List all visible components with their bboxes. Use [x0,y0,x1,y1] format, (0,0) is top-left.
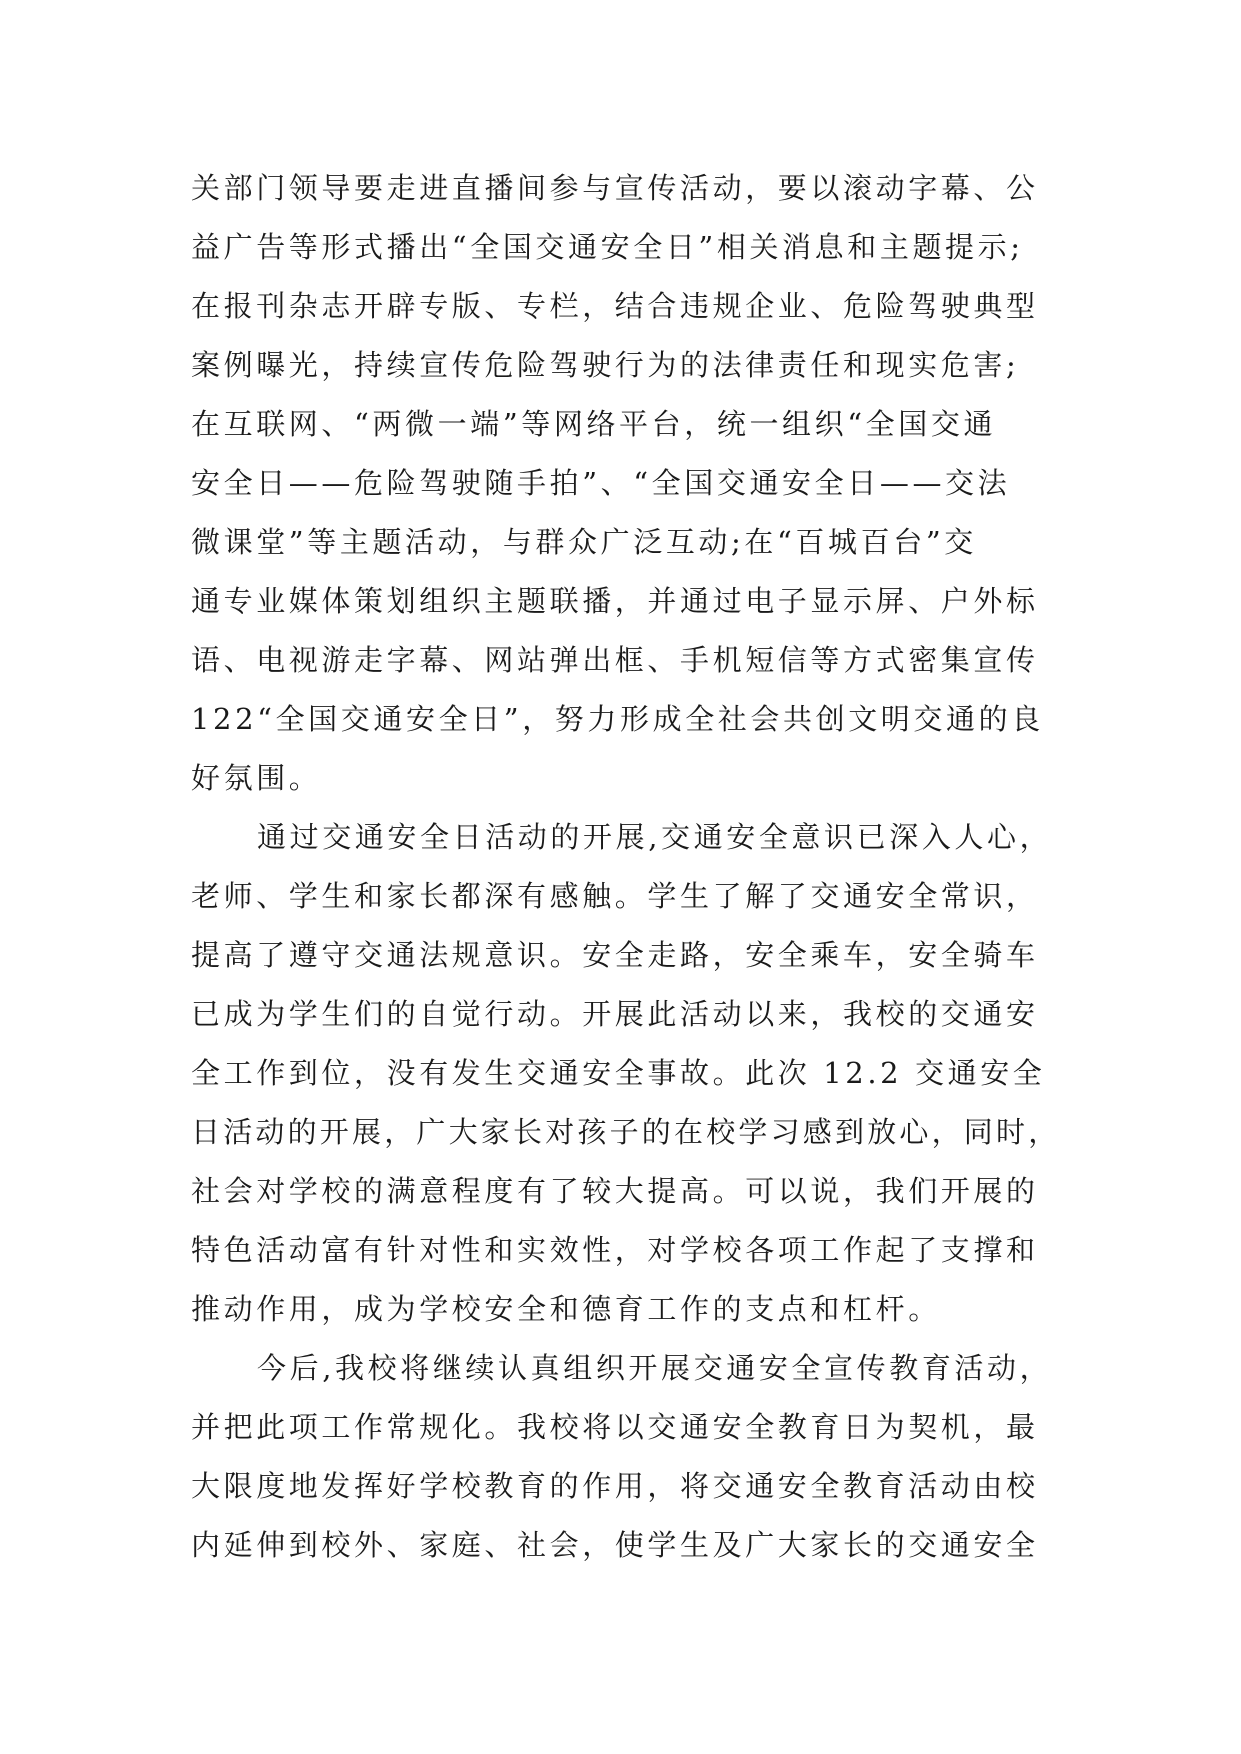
paragraph-3 [191,1339,1061,1575]
text-line: 并把此项工作常规化。我校将以交通安全教育日为契机，最 [191,1410,1039,1444]
text-line: 益广告等形式播出“全国交通安全日”相关消息和主题提示; [191,230,1024,264]
text-line: 在报刊杂志开辟专版、专栏，结合违规企业、危险驾驶典型 [191,289,1039,323]
text-line: 大限度地发挥好学校教育的作用，将交通安全教育活动由校 [191,1469,1039,1503]
body-text [191,159,1061,1575]
paragraph-2 [191,808,1061,1339]
text-line: 关部门领导要走进直播间参与宣传活动，要以滚动字幕、公 [191,171,1039,205]
text-line: 推动作用，成为学校安全和德育工作的支点和杠杆。 [191,1292,941,1326]
text-line: 通专业媒体策划组织主题联播，并通过电子显示屏、户外标 [191,584,1039,618]
text-line: 安全日——危险驾驶随手拍”、“全国交通安全日——交法 [191,466,1011,500]
text-line: 通过交通安全日活动的开展,交通安全意识已深入人心， [257,820,1053,854]
text-line: 好氛围。 [191,761,322,795]
paragraph-1 [191,159,1061,808]
text-line: 内延伸到校外、家庭、社会，使学生及广大家长的交通安全 [191,1528,1039,1562]
text-line: 社会对学校的满意程度有了较大提高。可以说，我们开展的 [191,1174,1039,1208]
text-line: 案例曝光，持续宣传危险驾驶行为的法律责任和现实危害; [191,348,1020,382]
text-line: 今后,我校将继续认真组织开展交通安全宣传教育活动， [257,1351,1053,1385]
text-line: 122“全国交通安全日”，努力形成全社会共创文明交通的良 [191,702,1044,736]
text-line: 语、电视游走字幕、网站弹出框、手机短信等方式密集宣传 [191,643,1039,677]
text-line: 在互联网、“两微一端”等网络平台，统一组织“全国交通 [191,407,997,441]
text-line: 全工作到位，没有发生交通安全事故。此次 12.2 交通安全 [191,1056,1046,1090]
text-line: 提高了遵守交通法规意识。安全走路，安全乘车，安全骑车 [191,938,1039,972]
text-line: 老师、学生和家长都深有感触。学生了解了交通安全常识， [191,879,1039,913]
text-line: 已成为学生们的自觉行动。开展此活动以来，我校的交通安 [191,997,1039,1031]
text-line: 微课堂”等主题活动，与群众广泛互动;在“百城百台”交 [191,525,977,559]
text-line: 日活动的开展，广大家长对孩子的在校学习感到放心，同时， [191,1115,1061,1149]
text-line: 特色活动富有针对性和实效性，对学校各项工作起了支撑和 [191,1233,1039,1267]
